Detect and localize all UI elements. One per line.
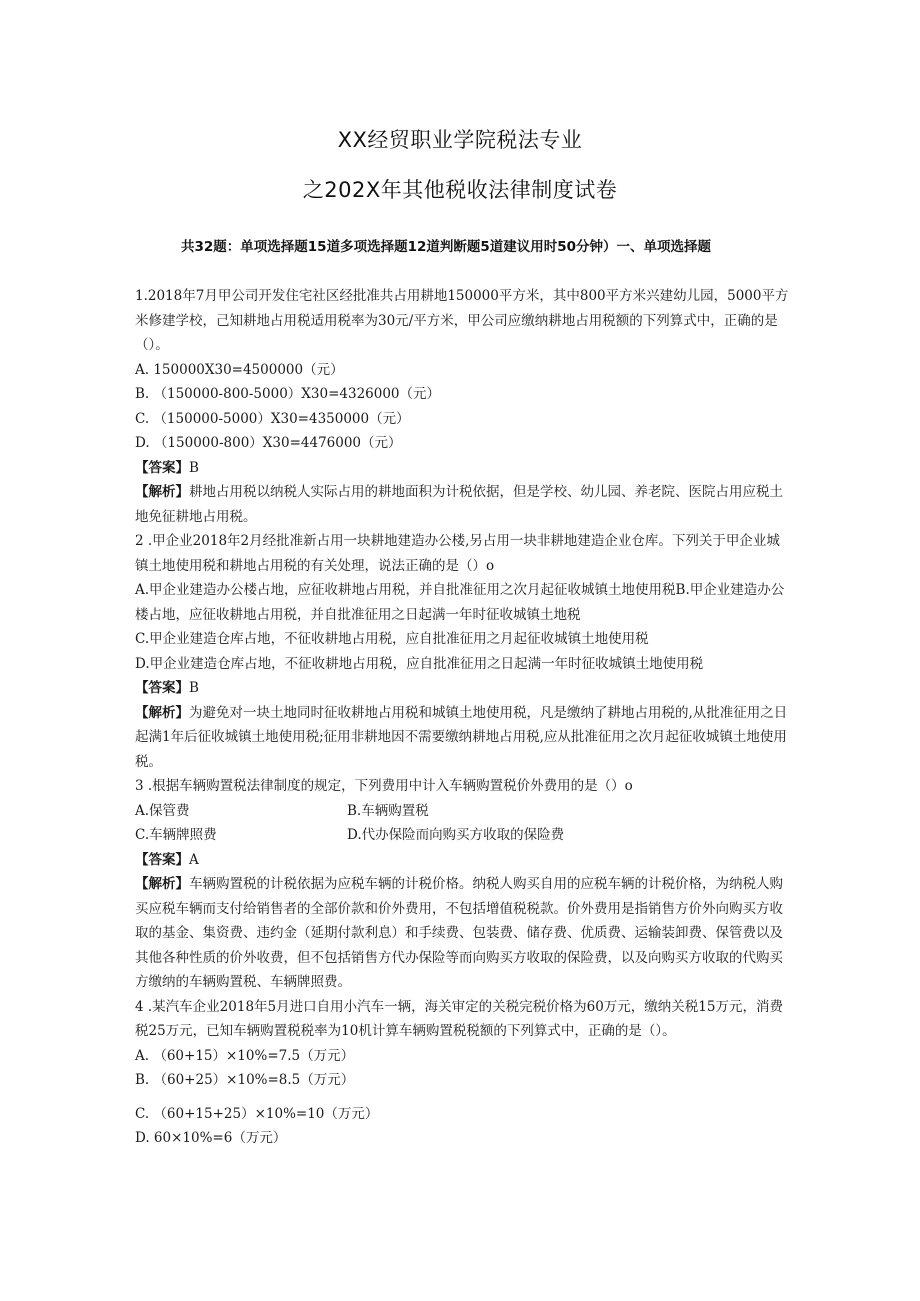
spacer	[135, 1093, 790, 1102]
exam-summary	[135, 236, 790, 259]
question-2-option-c: C.甲企业建造仓库占地，不征收耕地占用税，应自批准征用之月起征收城镇土地使用税	[135, 631, 649, 647]
question-3-analysis	[135, 872, 790, 995]
analysis-tag: 【解析】	[135, 704, 189, 721]
question-4-stem: 4 .某汽车企业2018年5月进口自用小汽车一辆，海关审定的关税完税价格为60万元，缴纳关税15万元，消费税25万元，已知车辆购置税税率为10机计算车辆购置税税额的下列算式中，正确的是（）。	[135, 998, 783, 1039]
question-3-option-a: A.保管费	[135, 802, 190, 819]
analysis-tag: 【解析】	[135, 484, 189, 500]
page-title: XX经贸职业学院税法专业	[337, 128, 583, 152]
question-2-stem: 2 .甲企业2018年2月经批准新占用一块耕地建造办公楼,另占用一块非耕地建造企业仓库。下列关于甲企业城镇土地使用税和耕地占用税的有关处理，说法正确的是（）o	[135, 533, 780, 574]
answer-tag: 【答案】	[135, 459, 189, 476]
question-2-option-d: D.甲企业建造仓库占地，不征收耕地占用税，应自批准征用之日起满一年时征收城镇土地使用税	[135, 655, 704, 672]
answer-tag: 【答案】	[135, 851, 189, 868]
analysis-text: 车辆购置税的计税依据为应税车辆的计税价格。纳税人购买自用的应税车辆的计税价格，为纳税人购买应税车辆而支付给销售者的全部价款和价外费用，不包括增值税税款。价外费用是指销售方价外向购买方收取的基金、集资费、违约金（延期付款利息）和手续费、包装费、储存费、优质费、运输装卸费、保管费以及其他各种性质的价外收费，但不包括销售方代办保险等而向购买方收取的保险费，以及向购买方收取的代购买方缴纳的车辆购置税、车辆牌照费。	[135, 876, 783, 990]
page-subtitle: 之202X年其他税收法律制度试卷	[302, 178, 618, 202]
question-2-answer	[135, 676, 790, 701]
question-list	[135, 284, 790, 1151]
question-3-answer	[135, 848, 790, 873]
question-4-option-b: B. （60+25）×10%=8.5（万元）	[135, 1072, 355, 1088]
question-1-analysis	[135, 480, 790, 529]
question-2-analysis	[135, 701, 790, 775]
answer-value: B	[189, 459, 199, 476]
question-4-option-c: C. （60+15+25）×10%=10（万元）	[135, 1105, 379, 1122]
question-1-option-a: A. 150000X30=4500000（元）	[135, 361, 344, 378]
question-3-option-c: C.车辆牌照费	[135, 827, 217, 843]
summary-text: 共32题：单项选择题15道多项选择题12道判断题5道建议用时50分钟）一、单项选择题	[181, 239, 712, 255]
question-1-option-b: B. （150000-800-5000）X30=4326000（元）	[135, 386, 441, 402]
answer-tag: 【答案】	[135, 680, 189, 696]
question-4-option-d: D. 60×10%=6（万元）	[135, 1130, 287, 1146]
question-3-options-row-2	[135, 823, 790, 848]
question-1-option-c: C. （150000-5000）X30=4350000（元）	[135, 410, 410, 427]
question-3-stem: 3 .根据车辆购置税法律制度的规定，下列费用中计入车辆购置税价外费用的是（）o	[135, 778, 633, 794]
question-4-option-a: A. （60+15）×10%=7.5（万元）	[135, 1047, 355, 1064]
question-3-option-d: D.代办保险而向购买方收取的保险费	[347, 827, 565, 843]
analysis-text: 为避免对一块土地同时征收耕地占用税和城镇土地使用税，凡是缴纳了耕地占用税的,从批准征用之日起满1年后征收城镇土地使用税;征用非耕地因不需要缴纳耕地占用税,应从批准征用之次月起征收城镇土地使用税。	[135, 704, 788, 770]
question-3-option-b: B.车辆购置税	[347, 802, 429, 819]
question-1-stem: 1.2018年7月甲公司开发住宅社区经批准共占用耕地150000平方米，其中800平方米兴建幼儿园，5000平方米修建学校，己知耕地占用税适用税率为30元/平方米，甲公司应缴纳耕地占用税额的下列算式中，正确的是（）。	[135, 288, 789, 353]
analysis-text: 耕地占用税以纳税人实际占用的耕地面积为计税依据，但是学校、幼儿园、养老院、医院占用应税土地免征耕地占用税。	[135, 484, 783, 525]
question-2-options-ab: A.甲企业建造办公楼占地，应征收耕地占用税，并自批准征用之次月起征收城镇土地使用税B.甲企业建造办公楼占地，应征收耕地占用税，并自批准征用之日起满一年时征收城镇土地税	[135, 582, 785, 623]
answer-value: B	[189, 680, 199, 696]
question-1-option-d: D. （150000-800）X30=4476000（元）	[135, 435, 402, 451]
question-1-answer	[135, 456, 790, 481]
analysis-tag: 【解析】	[135, 876, 189, 892]
question-3-options-row-1	[135, 799, 790, 824]
answer-value: A	[189, 851, 199, 868]
